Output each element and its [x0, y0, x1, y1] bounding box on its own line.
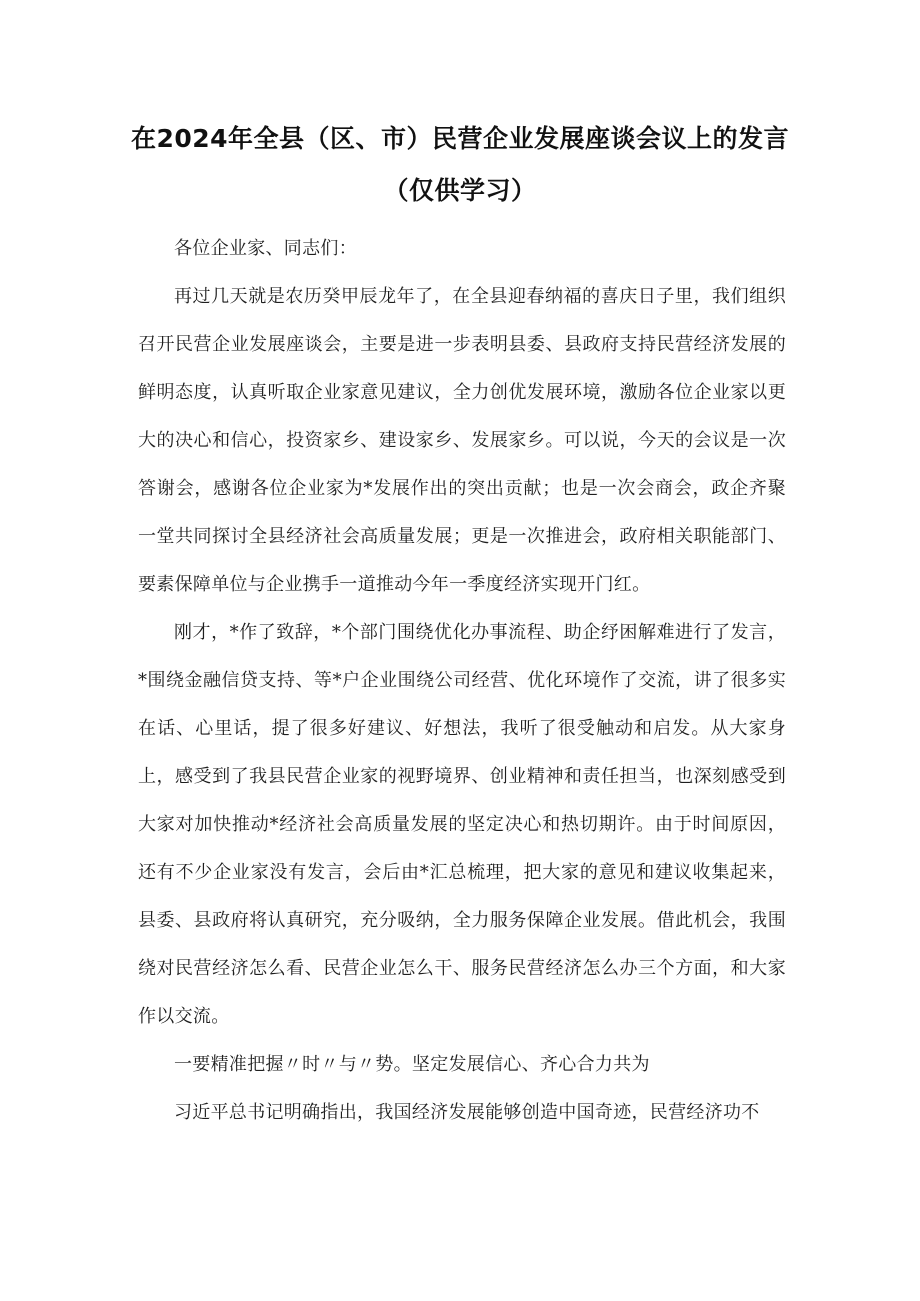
- section-heading: 一要精准把握〃时〃与〃势。坚定发展信心、齐心合力共为: [174, 1054, 650, 1075]
- document-subtitle: （仅供学习）: [383, 176, 537, 205]
- paragraph-section-start: 习近平总书记明确指出，我国经济发展能够创造中国奇迹，民营经济功不: [174, 1102, 760, 1123]
- document-body: [138, 225, 786, 1137]
- paragraph-opening: 再过几天就是农历癸甲辰龙年了，在全县迎春纳福的喜庆日子里，我们组织召开民营企业发展座谈会，主要是进一步表明县委、县政府支持民营经济发展的鲜明态度，认真听取企业家意见建议，全力创优发展环境，激励各位企业家以更大的决心和信心，投资家乡、建设家乡、发展家乡。可以说，今天的会议是一次答谢会，感谢各位企业家为*发展作出的突出贡献；也是一次会商会，政企齐聚一堂共同探讨全县经济社会高质量发展；更是一次推进会，政府相关职能部门、要素保障单位与企业携手一道推动今年一季度经济实现开门红。: [138, 286, 786, 595]
- document-title: 在2024年全县（区、市）民营企业发展座谈会议上的发言: [130, 124, 790, 153]
- salutation: 各位企业家、同志们：: [174, 238, 357, 259]
- paragraph-remarks: 刚才，*作了致辞，*个部门围绕优化办事流程、助企纾困解难进行了发言，*围绕金融信贷支持、等*户企业围绕公司经营、优化环境作了交流，讲了很多实在话、心里话，提了很多好建议、好想法，我听了很受触动和启发。从大家身上，感受到了我县民营企业家的视野境界、创业精神和责任担当，也深刻感受到大家对加快推动*经济社会高质量发展的坚定决心和热切期许。由于时间原因，还有不少企业家没有发言，会后由*汇总梳理，把大家的意见和建议收集起来，县委、县政府将认真研究，充分吸纳，全力服务保障企业发展。借此机会，我围绕对民营经济怎么看、民营企业怎么干、服务民营经济怎么办三个方面，和大家作以交流。: [138, 622, 786, 1027]
